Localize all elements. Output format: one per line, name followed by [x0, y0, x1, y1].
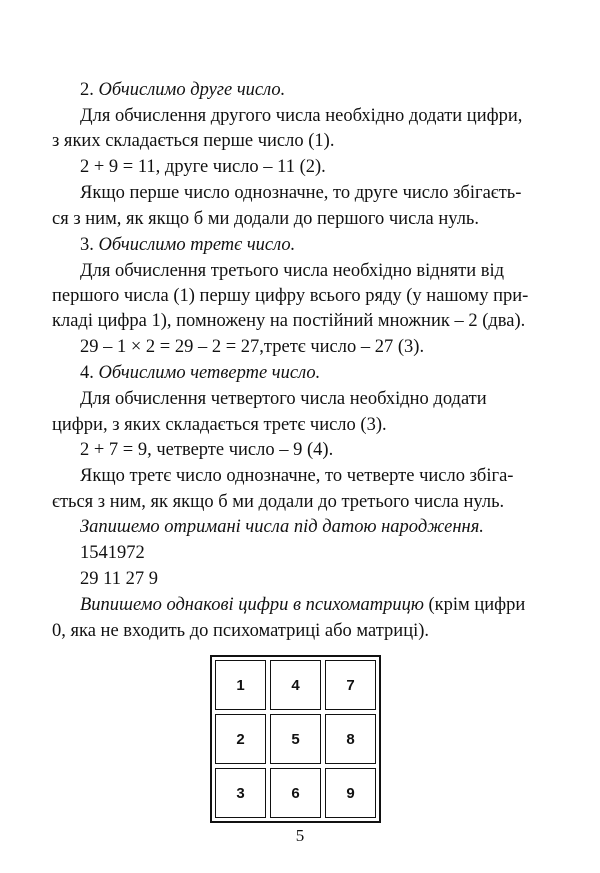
section-number: 3. [80, 235, 94, 255]
text-line: Якщо третє число однозначне, то четверте число збіга- [80, 466, 514, 486]
paragraph [52, 309, 544, 334]
record-heading: Запишемо отримані числа під датою народження. [80, 517, 484, 537]
paragraph [80, 181, 544, 206]
section-number: 2. [80, 80, 94, 100]
paragraph [52, 413, 544, 438]
section-title: Обчислимо друге число. [98, 80, 286, 100]
paragraph [80, 104, 544, 129]
paragraph [80, 464, 544, 489]
paragraph [52, 490, 544, 515]
calculation-line: 2 + 7 = 9, четверте число – 9 (4). [80, 440, 334, 460]
text-line: ся з ним, як якщо б ми додали до першого числа нуль. [52, 209, 479, 229]
paragraph [80, 259, 544, 284]
paragraph [80, 387, 544, 412]
section-3-heading [80, 233, 544, 258]
paragraph [52, 129, 544, 154]
paragraph [52, 207, 544, 232]
section-title: Обчислимо третє число. [98, 235, 296, 255]
matrix-cell: 9 [325, 768, 376, 818]
paragraph [52, 619, 544, 644]
calculation-line: 29 – 1 × 2 = 29 – 2 = 27,третє число – 27 (3). [80, 337, 425, 357]
matrix-cell: 5 [270, 714, 321, 764]
numbers-row: 29 11 27 9 [80, 569, 158, 589]
matrix-cell: 6 [270, 768, 321, 818]
matrix-cell: 7 [325, 660, 376, 710]
text-line: Для обчислення третього числа необхідно відняти від [80, 261, 505, 281]
text-line: Для обчислення четвертого числа необхідно додати [80, 389, 487, 409]
text-line: Для обчислення другого числа необхідно додати цифри, [80, 106, 523, 126]
section-number: 4. [80, 363, 94, 383]
text-line: Якщо перше число однозначне, то друге число збігаєть- [80, 183, 522, 203]
paragraph [52, 284, 544, 309]
calculation-line: 2 + 9 = 11, друге число – 11 (2). [80, 157, 326, 177]
paragraph [80, 593, 544, 618]
page-number: 5 [295, 826, 305, 845]
matrix-cell: 3 [215, 768, 266, 818]
section-2-heading [80, 78, 544, 103]
text-line: кладі цифра 1), помножену на постійний множник – 2 (два). [52, 311, 526, 331]
text-line: ється з ним, як якщо б ми додали до третього числа нуль. [52, 492, 505, 512]
text-line: першого числа (1) першу цифру всього ряду (у нашому при- [52, 286, 529, 306]
text-italic: Випишемо однакові цифри в психоматрицю [80, 595, 424, 615]
birth-date-line: 1541972 [80, 543, 145, 563]
matrix-cell: 2 [215, 714, 266, 764]
text-line: 0, яка не входить до психоматриці або матриці). [52, 621, 430, 641]
matrix-cell: 8 [325, 714, 376, 764]
matrix-cell: 4 [270, 660, 321, 710]
section-4-heading [80, 361, 544, 386]
text-regular: (крім цифри [423, 595, 526, 615]
text-line: з яких складається перше число (1). [52, 131, 335, 151]
matrix-cell: 1 [215, 660, 266, 710]
psychomatrix-grid [210, 655, 381, 823]
text-line: цифри, з яких складається третє число (3). [52, 415, 387, 435]
section-title: Обчислимо четверте число. [98, 363, 321, 383]
